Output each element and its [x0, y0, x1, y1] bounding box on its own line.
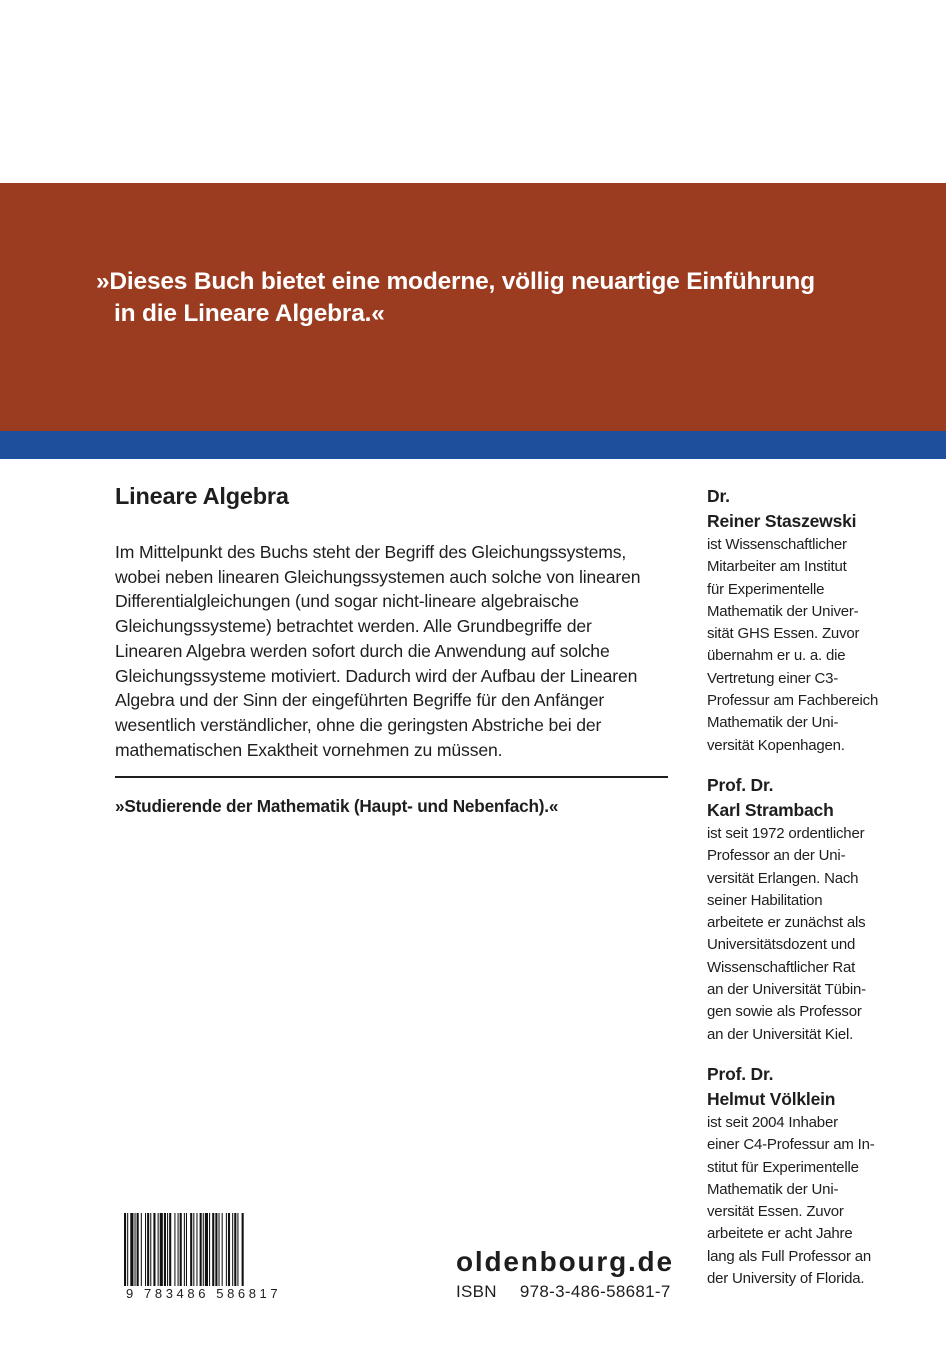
bio-line: für Experimentelle	[707, 580, 825, 598]
description-line: wobei neben linearen Gleichungssystemen auch solche von linearen	[115, 566, 641, 587]
target-audience: »Studierende der Mathematik (Haupt- und Nebenfach).«	[115, 796, 559, 816]
barcode-bar	[190, 1213, 192, 1289]
bio-line: Mitarbeiter am Institut	[707, 558, 847, 576]
description-line: wesentlich verständlicher, ohne die geringsten Abstriche bei der	[115, 714, 602, 735]
description-line: Gleichungssysteme motiviert. Dadurch wird der Aufbau der Linearen	[115, 665, 638, 686]
bio-line: Mathematik der Uni-	[707, 714, 839, 732]
barcode-bar	[180, 1213, 182, 1289]
bio-line: gen sowie als Professor	[707, 1003, 862, 1021]
bio-line: Mathematik der Uni-	[707, 1180, 839, 1198]
description-line: Gleichungssysteme) betrachtet werden. Alle Grundbegriffe der	[115, 616, 592, 637]
barcode-bar	[184, 1213, 185, 1289]
bio-line: Wissenschaftlicher Rat	[707, 958, 856, 976]
barcode-bar	[219, 1213, 220, 1289]
bio-line: Professor an der Uni-	[707, 847, 846, 865]
author-bio	[707, 823, 943, 1046]
bio-line: versität Erlangen. Nach	[707, 869, 859, 887]
author-name-line: Dr.	[707, 486, 730, 506]
barcode-bar	[193, 1213, 194, 1289]
author-staszewski	[707, 484, 943, 757]
bio-line: sität GHS Essen. Zuvor	[707, 625, 860, 643]
barcode-bar	[124, 1213, 126, 1289]
bio-line: Mathematik der Univer-	[707, 602, 859, 620]
barcode-bar	[215, 1213, 217, 1289]
barcode-bar	[209, 1213, 210, 1289]
barcode-bar	[205, 1213, 208, 1289]
barcode-bar	[174, 1213, 175, 1289]
bio-line: versität Kopenhagen.	[707, 736, 845, 754]
barcode-bar	[226, 1213, 227, 1289]
header-band-blue	[0, 431, 946, 459]
bio-line: übernahm er u. a. die	[707, 647, 846, 665]
barcode-bar	[242, 1213, 244, 1289]
author-name-line: Karl Strambach	[707, 799, 834, 820]
barcode-bar	[164, 1213, 166, 1289]
barcode-bar	[130, 1213, 133, 1289]
divider-rule	[115, 776, 668, 778]
bio-line: an der Universität Kiel.	[707, 1025, 854, 1043]
barcode-bar	[137, 1213, 139, 1289]
author-name-line: Reiner Staszewski	[707, 511, 857, 531]
author-column	[707, 484, 943, 1306]
barcode-bar	[200, 1213, 202, 1289]
bio-line: Professur am Fachbereich	[707, 692, 879, 710]
barcode-bar	[237, 1213, 238, 1289]
author-bio	[707, 534, 943, 757]
barcode-bar	[141, 1213, 142, 1289]
barcode-bar	[169, 1213, 171, 1289]
description-line: Im Mittelpunkt des Buchs steht der Begriff des Gleichungssystems,	[115, 542, 627, 562]
barcode-bar	[203, 1213, 204, 1289]
bio-line: der University of Florida.	[707, 1270, 865, 1288]
tagline-line-1: »Dieses Buch bietet eine moderne, völlig neuartige Einführung	[96, 268, 815, 295]
author-name-line: Helmut Völklein	[707, 1088, 836, 1109]
author-name	[707, 773, 943, 823]
bio-line: seiner Habilitation	[707, 891, 823, 909]
author-name-line: Prof. Dr.	[707, 774, 774, 795]
isbn-label: ISBN	[456, 1282, 497, 1301]
description-line: Linearen Algebra werden sofort durch die Anwendung auf solche	[115, 640, 610, 661]
author-strambach	[707, 773, 943, 1046]
bio-line: lang als Full Professor an	[707, 1247, 872, 1265]
barcode-bar	[135, 1213, 136, 1289]
barcode-bar	[153, 1213, 155, 1289]
author-name	[707, 1062, 943, 1112]
barcode-bar	[167, 1213, 168, 1289]
author-voelklein	[707, 1062, 943, 1290]
bio-line: versität Essen. Zuvor	[707, 1203, 844, 1221]
isbn-line	[456, 1282, 671, 1302]
barcode-bar	[160, 1213, 163, 1289]
bio-line: an der Universität Tübin-	[707, 981, 866, 999]
barcode-bar	[234, 1213, 236, 1289]
author-bio	[707, 1112, 943, 1290]
tagline-quote	[96, 266, 856, 330]
barcode-bar	[178, 1213, 179, 1289]
bio-line: arbeitete er acht Jahre	[707, 1225, 853, 1243]
author-name-line: Prof. Dr.	[707, 1063, 774, 1084]
book-description	[115, 540, 715, 762]
bio-line: stitut für Experimentelle	[707, 1158, 859, 1176]
description-line: Differentialgleichungen (und sogar nicht-lineare algebraische	[115, 591, 579, 612]
barcode-bar	[222, 1213, 223, 1289]
barcode-bar	[186, 1213, 187, 1289]
tagline-line-2: in die Lineare Algebra.«	[114, 300, 385, 327]
bio-line: ist seit 2004 Inhaber	[707, 1113, 838, 1131]
book-title: Lineare Algebra	[115, 483, 289, 509]
barcode-digits: 9 783486 586817	[126, 1286, 282, 1301]
bio-line: ist Wissenschaftlicher	[707, 536, 847, 553]
barcode-bar	[145, 1213, 146, 1289]
publisher-website: oldenbourg.de	[456, 1246, 674, 1277]
barcode-bars	[122, 1213, 280, 1289]
bio-line: einer C4-Professur am In-	[707, 1136, 875, 1154]
barcode-bar	[212, 1213, 214, 1289]
bio-line: ist seit 1972 ordentlicher	[707, 824, 865, 842]
bio-line: Universitätsdozent und	[707, 936, 856, 954]
barcode-bar	[196, 1213, 197, 1289]
bio-line: Vertretung einer C3-	[707, 669, 839, 687]
barcode-bar	[150, 1213, 151, 1289]
barcode-bar	[127, 1213, 128, 1289]
description-line: Algebra und der Sinn der eingeführten Begriffe für den Anfänger	[115, 690, 605, 711]
description-line: mathematischen Exaktheit vornehmen zu müssen.	[115, 739, 503, 760]
barcode-bar	[228, 1213, 230, 1289]
barcode-bar	[147, 1213, 149, 1289]
bio-line: arbeitete er zunächst als	[707, 914, 866, 932]
author-name	[707, 484, 943, 534]
barcode-bar	[158, 1213, 159, 1289]
barcode-bar	[232, 1213, 233, 1289]
isbn-number: 978-3-486-58681-7	[519, 1282, 671, 1301]
